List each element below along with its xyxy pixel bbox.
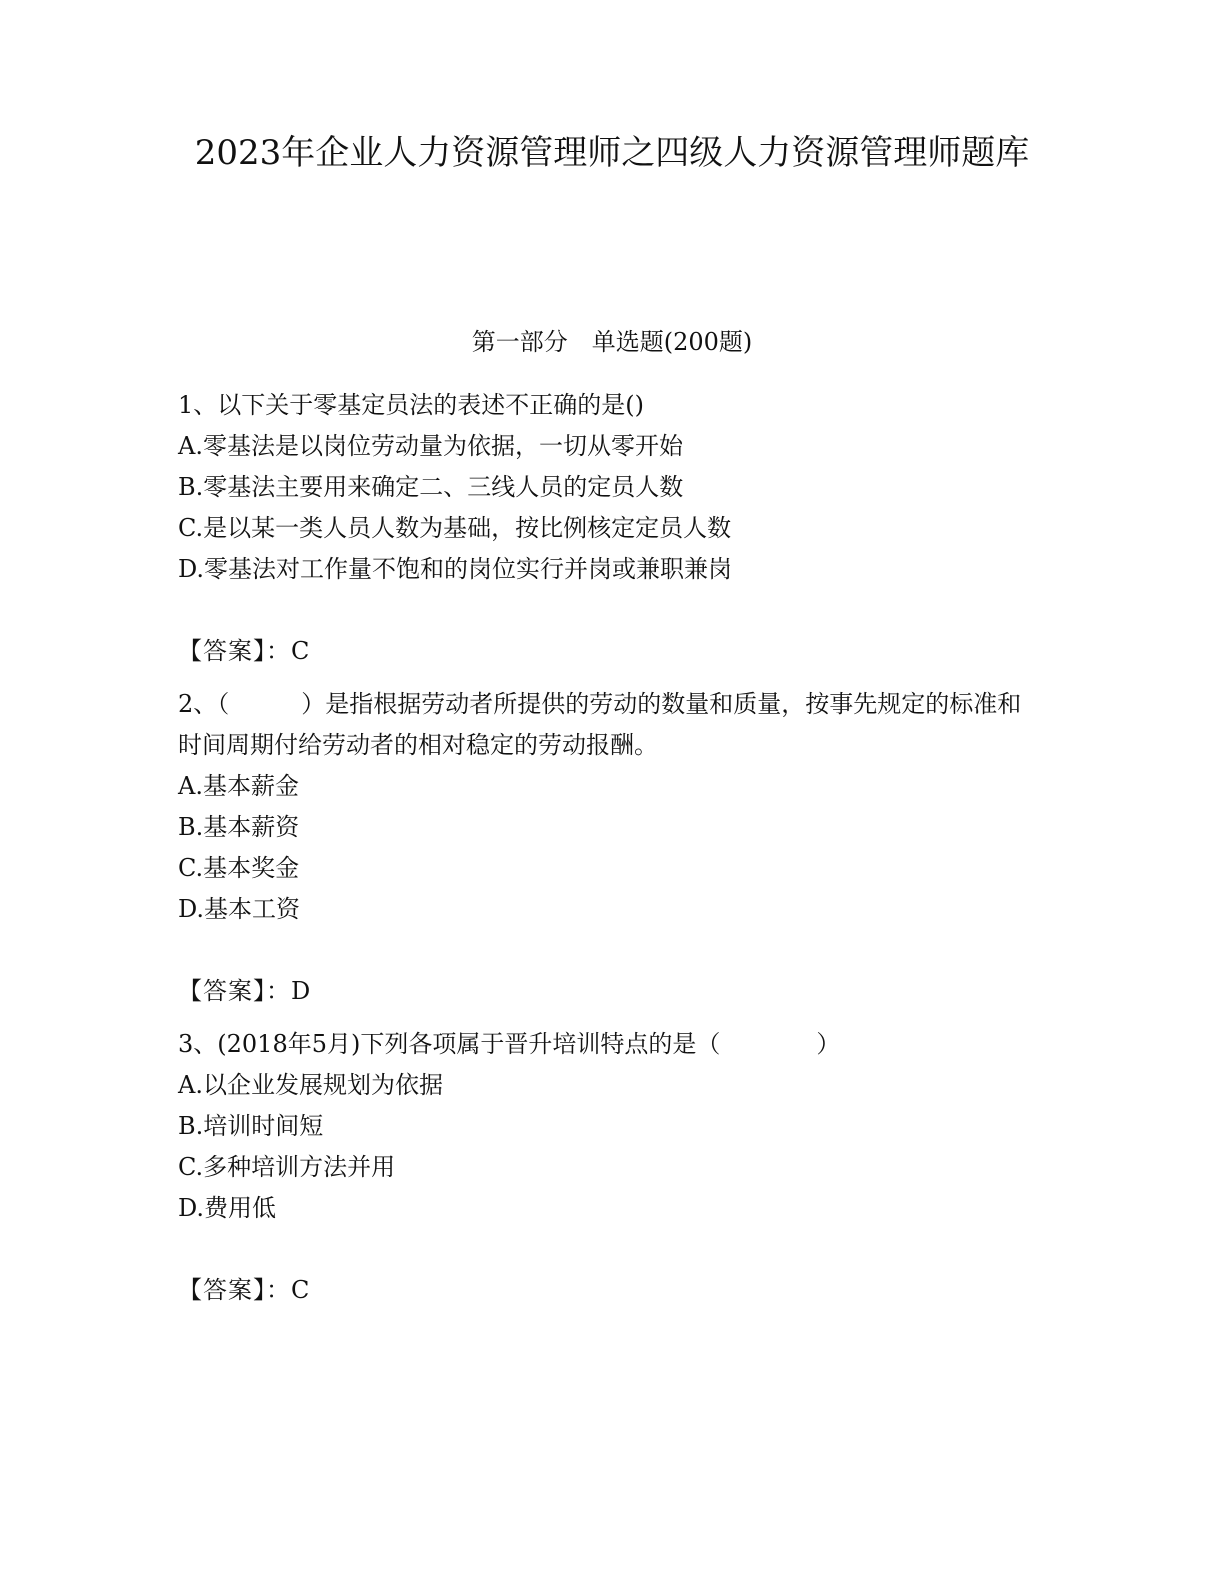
option-b: B.培训时间短 bbox=[178, 1112, 324, 1140]
answer-label: 【答案】： bbox=[178, 1276, 291, 1304]
answer bbox=[178, 971, 1038, 1012]
answer-value: C bbox=[291, 1276, 310, 1304]
answer bbox=[178, 631, 1038, 672]
answer-value: D bbox=[291, 977, 311, 1005]
answer-value: C bbox=[291, 637, 310, 665]
option-c: C.基本奖金 bbox=[178, 854, 300, 882]
option-a: A.零基法是以岗位劳动量为依据，一切从零开始 bbox=[178, 432, 683, 460]
question-1 bbox=[178, 385, 1038, 672]
option-b: B.零基法主要用来确定二、三线人员的定员人数 bbox=[178, 473, 684, 501]
option-b: B.基本薪资 bbox=[178, 813, 300, 841]
question-3 bbox=[178, 1024, 1038, 1311]
option-d: D.基本工资 bbox=[178, 895, 301, 923]
question-stem: 3、(2018年5月)下列各项属于晋升培训特点的是（ ） bbox=[178, 1030, 841, 1058]
answer-label: 【答案】： bbox=[178, 977, 291, 1005]
answer-label: 【答案】： bbox=[178, 637, 291, 665]
question-stem: 1、以下关于零基定员法的表述不正确的是() bbox=[178, 391, 644, 419]
option-d: D.费用低 bbox=[178, 1194, 277, 1222]
question-stem: 2、（ ）是指根据劳动者所提供的劳动的数量和质量，按事先规定的标准和时间周期付给劳动者的相对稳定的劳动报酬。 bbox=[178, 690, 1022, 759]
section-title: 第一部分 单选题(200题) bbox=[471, 328, 753, 356]
option-c: C.是以某一类人员人数为基础，按比例核定定员人数 bbox=[178, 514, 732, 542]
question-2 bbox=[178, 684, 1038, 1012]
option-d: D.零基法对工作量不饱和的岗位实行并岗或兼职兼岗 bbox=[178, 555, 733, 583]
document-title: 2023年企业人力资源管理师之四级人力资源管理师题库 bbox=[194, 133, 1030, 173]
answer bbox=[178, 1270, 1038, 1311]
option-a: A.以企业发展规划为依据 bbox=[178, 1071, 443, 1099]
option-c: C.多种培训方法并用 bbox=[178, 1153, 396, 1181]
option-a: A.基本薪金 bbox=[178, 772, 299, 800]
question-list bbox=[178, 385, 1038, 1323]
